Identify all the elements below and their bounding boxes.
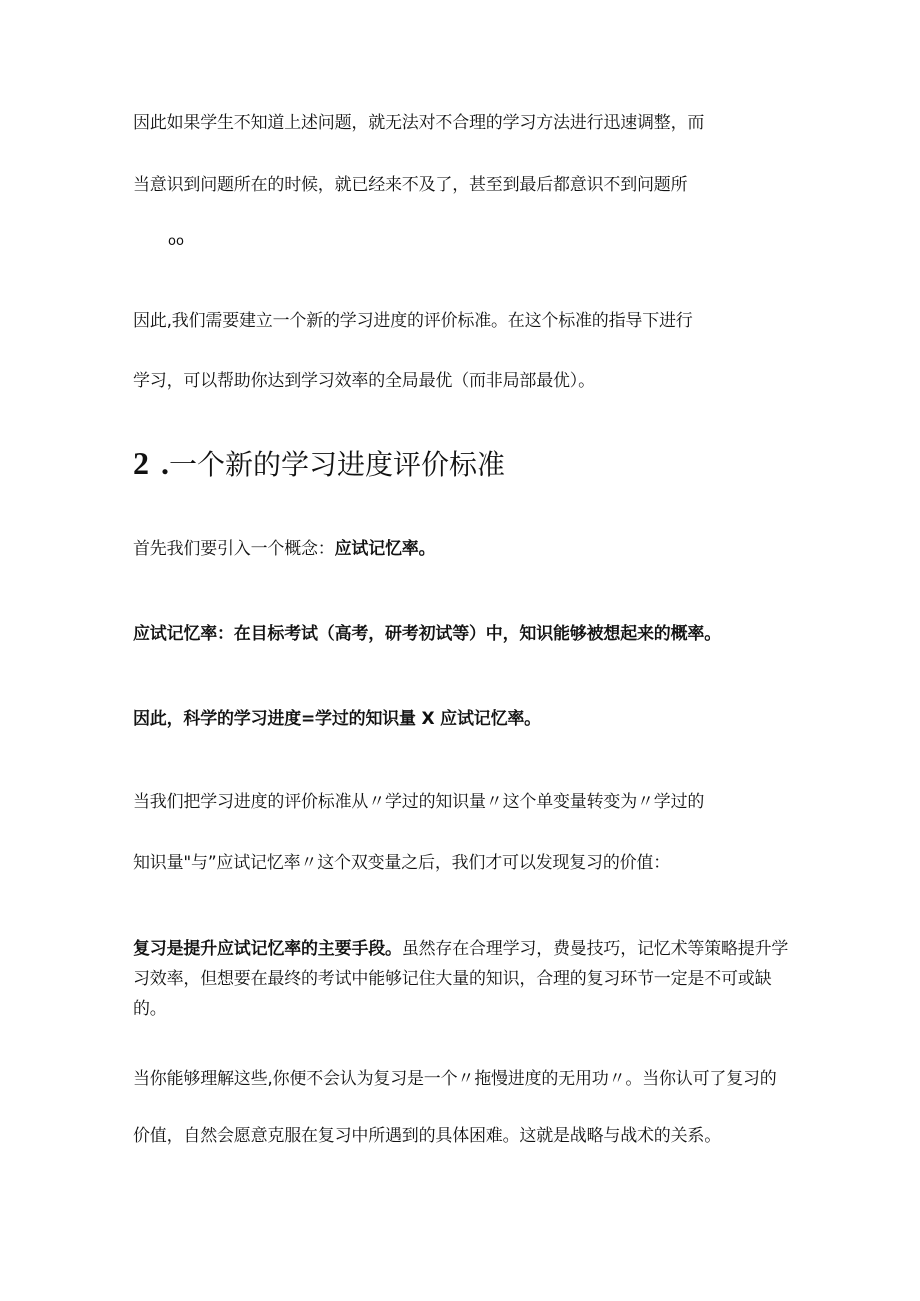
concept-definition: 应试记忆率：在目标考试（高考，研考初试等）中，知识能够被想起来的概率。 — [133, 624, 721, 644]
section-heading — [133, 445, 505, 483]
review-lead: 复习是提升应试记忆率的主要手段。 — [133, 939, 402, 959]
section-number: 2 — [133, 445, 149, 481]
section-title: 一个新的学习进度评价标准 — [169, 448, 506, 481]
section-number-dot: . — [161, 445, 169, 481]
concept-intro-term: 应试记忆率。 — [334, 539, 436, 559]
paragraph-line: 学习，可以帮助你达到学习效率的全局最优（而非局部最优）。 — [133, 371, 595, 391]
concept-intro-text: 首先我们要引入一个概念： — [133, 539, 335, 559]
stray-mark: oo — [168, 234, 184, 249]
review-body: 虽然存在合理学习，费曼技巧，记忆术等策略提升学习效率，但想要在最终的考试中能够记住大量的知识，合理的复习环节一定是不可或缺的。 — [133, 939, 789, 1019]
paragraph-line: 知识量"与”应试记忆率〃这个双变量之后，我们才可以发现复习的价值： — [133, 853, 671, 873]
paragraph-line: 因此如果学生不知道上述问题，就无法对不合理的学习方法进行迅速调整，而 — [133, 113, 705, 133]
concept-formula: 因此，科学的学习进度=学过的知识量 X 应试记忆率。 — [133, 709, 541, 729]
paragraph-line: 当你能够理解这些,你便不会认为复习是一个〃拖慢进度的无用功〃。当你认可了复习的 — [133, 1069, 777, 1089]
paragraph-line: 当意识到问题所在的时候，就已经来不及了，甚至到最后都意识不到问题所 — [133, 175, 688, 195]
review-paragraph — [133, 934, 793, 1024]
paragraph-line: 当我们把学习进度的评价标准从〃学过的知识量〃这个单变量转变为〃学过的 — [133, 792, 705, 812]
paragraph-line: 价值，自然会愿意克服在复习中所遇到的具体困难。这就是战略与战术的关系。 — [133, 1126, 721, 1146]
concept-intro — [133, 537, 435, 561]
paragraph-line: 因此,我们需要建立一个新的学习进度的评价标准。在这个标准的指导下进行 — [133, 311, 693, 331]
